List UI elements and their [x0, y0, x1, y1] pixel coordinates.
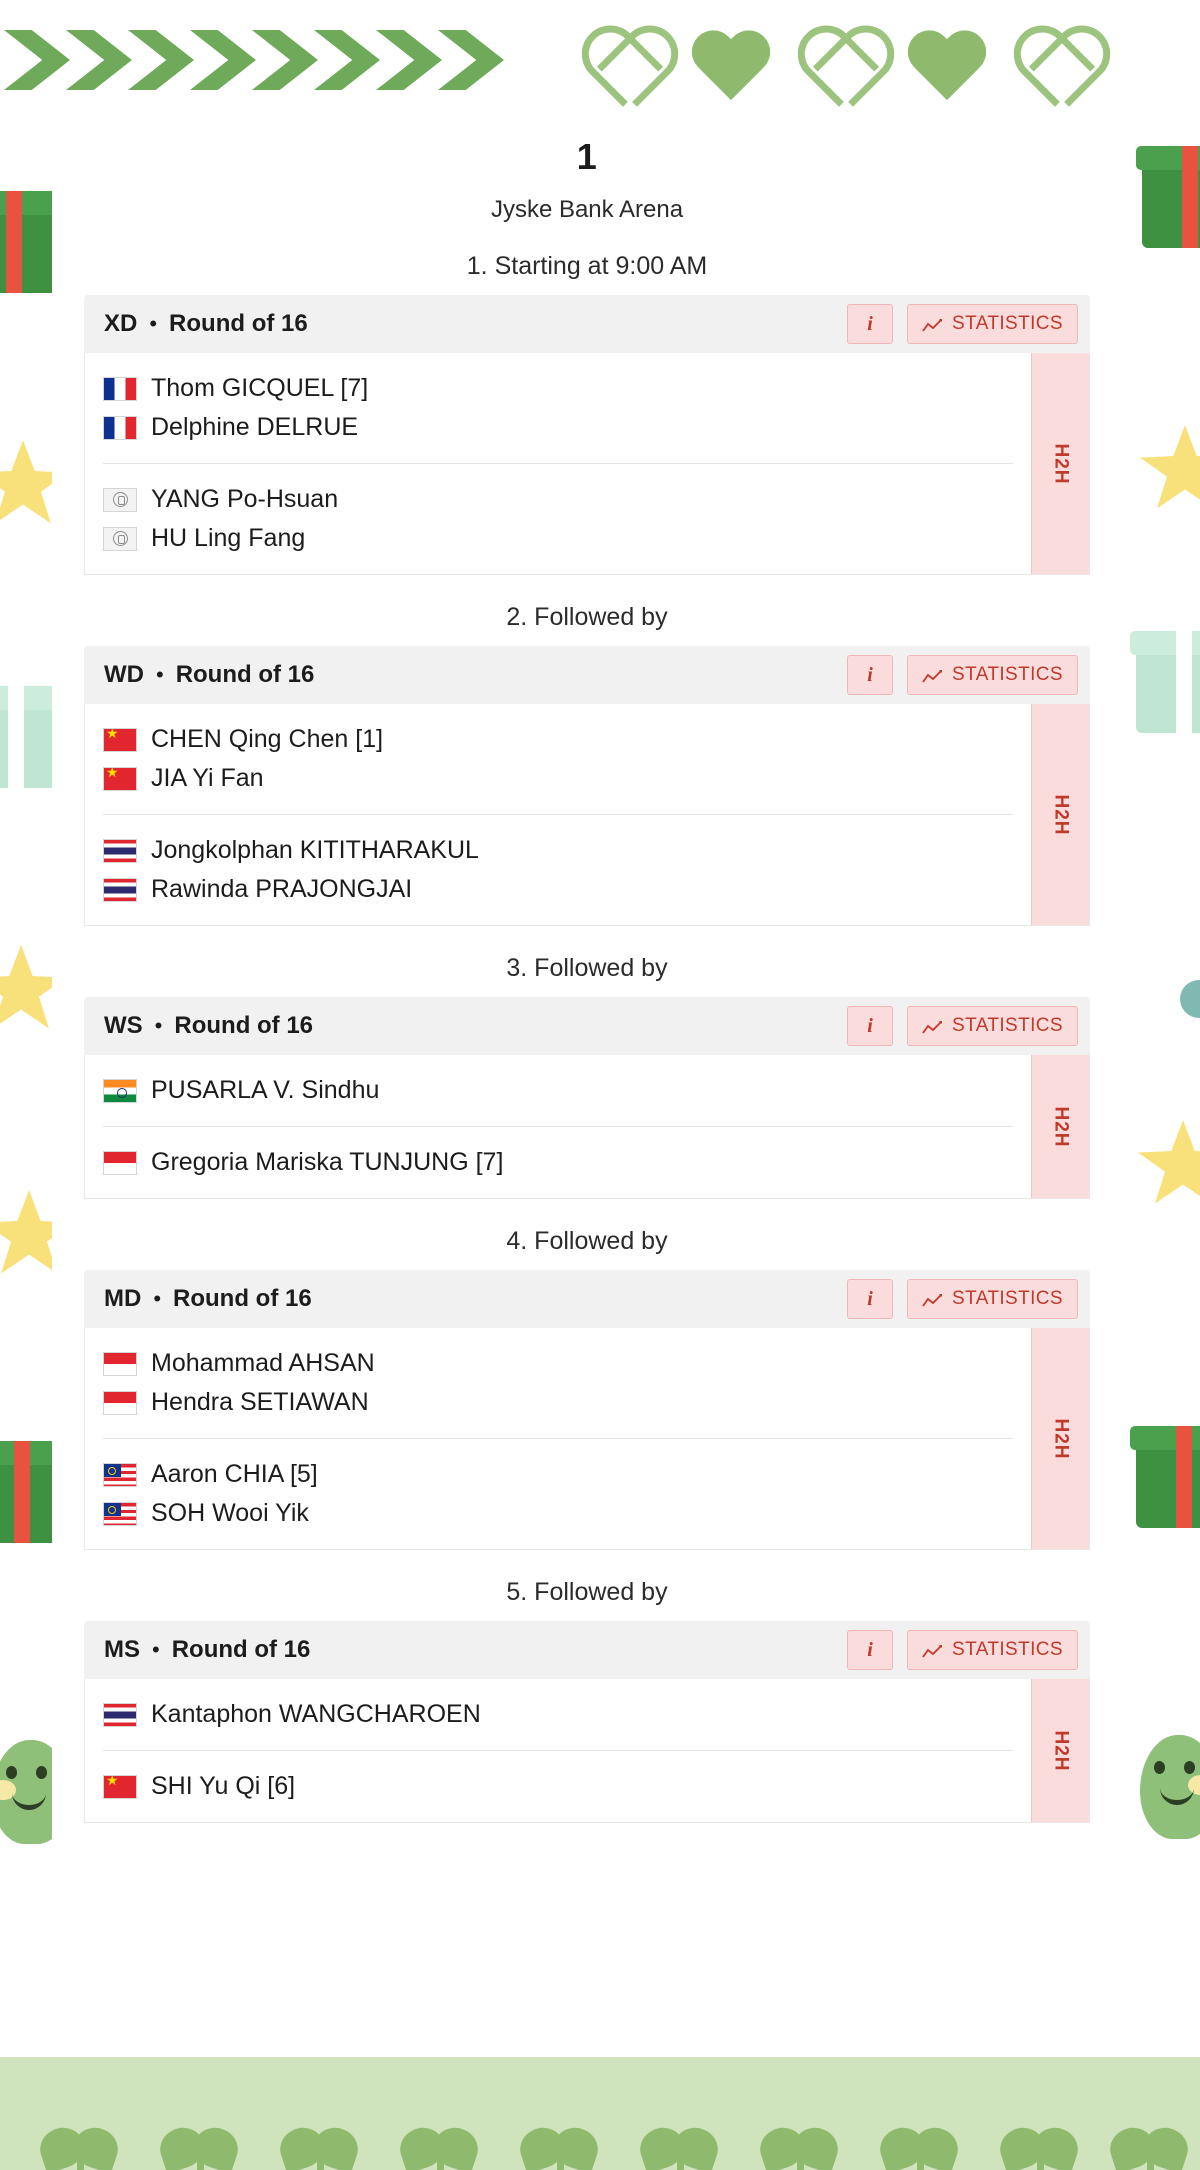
round-label: Round of 16: [171, 1636, 311, 1663]
match-order-label: 4. Followed by: [506, 1227, 668, 1255]
match-body: [84, 1055, 1090, 1199]
match-card: [84, 997, 1090, 1199]
statistics-button[interactable]: [907, 304, 1078, 344]
team-row[interactable]: [103, 814, 1013, 925]
player-name: HU Ling Fang: [151, 524, 306, 552]
player-entry: [103, 408, 1013, 447]
player-name: Thom GICQUEL [7]: [151, 374, 369, 402]
flag-icon-my: [103, 1502, 137, 1526]
statistics-label: STATISTICS: [952, 1015, 1063, 1036]
match-card: [84, 1270, 1090, 1550]
match-order-label: 1. Starting at 9:00 AM: [466, 252, 708, 280]
team-row[interactable]: [103, 1438, 1013, 1549]
flag-icon-cn: [103, 1775, 137, 1799]
mascot-decoration: [1140, 1735, 1200, 1839]
chevron-icon: [128, 30, 194, 90]
chart-icon: [922, 1019, 942, 1033]
statistics-label: STATISTICS: [952, 1639, 1063, 1660]
player-entry: [103, 369, 1013, 408]
match-list: [52, 224, 1122, 1823]
header-separator: •: [149, 311, 158, 336]
info-button[interactable]: i: [847, 1279, 893, 1319]
h2h-button[interactable]: [1031, 1328, 1089, 1549]
flag-icon-neutral: [103, 527, 137, 551]
header-separator: •: [154, 1013, 163, 1038]
player-entry: [103, 870, 1013, 909]
h2h-button[interactable]: [1031, 704, 1089, 925]
player-entry: [103, 1455, 1013, 1494]
player-name: SHI Yu Qi [6]: [151, 1772, 296, 1800]
venue-name: Jyske Bank Arena: [490, 196, 684, 223]
player-name: Rawinda PRAJONGJAI: [151, 875, 413, 903]
player-name: Aaron CHIA [5]: [151, 1460, 318, 1488]
gift-decoration: [1136, 1440, 1200, 1528]
match-body: [84, 353, 1090, 575]
flag-icon-neutral: [103, 488, 137, 512]
match-header: [84, 997, 1090, 1055]
statistics-label: STATISTICS: [952, 313, 1063, 334]
teams-container: [85, 1328, 1031, 1549]
heart-icon: [796, 32, 882, 108]
flag-icon-cn: [103, 728, 137, 752]
team-row[interactable]: [103, 1750, 1013, 1822]
match-header: [84, 646, 1090, 704]
gift-decoration: [1142, 160, 1200, 248]
chevron-icon: [376, 30, 442, 90]
star-decoration: [1140, 425, 1200, 511]
discipline-code: XD: [104, 310, 138, 337]
chevron-icon: [190, 30, 256, 90]
player-name: Gregoria Mariska TUNJUNG [7]: [151, 1148, 504, 1176]
gift-decoration: [1136, 645, 1200, 733]
match-card: [84, 1621, 1090, 1823]
info-button[interactable]: i: [847, 1630, 893, 1670]
heart-icon: [1012, 32, 1098, 108]
info-button[interactable]: i: [847, 1006, 893, 1046]
round-label: Round of 16: [169, 310, 308, 337]
discipline-code: MD: [104, 1285, 142, 1312]
player-name: Kantaphon WANGCHAROEN: [151, 1700, 481, 1728]
h2h-button[interactable]: [1031, 1679, 1089, 1822]
player-entry: [103, 1494, 1013, 1533]
team-row[interactable]: [85, 353, 1031, 463]
info-button[interactable]: i: [847, 304, 893, 344]
info-button[interactable]: i: [847, 655, 893, 695]
chevron-icon: [4, 30, 70, 90]
player-name: PUSARLA V. Sindhu: [151, 1076, 380, 1104]
teams-container: [85, 704, 1031, 925]
player-name: YANG Po-Hsuan: [151, 485, 339, 513]
round-label: Round of 16: [175, 661, 315, 688]
chevron-icon: [66, 30, 132, 90]
flag-icon-th: [103, 839, 137, 863]
flag-icon-th: [103, 878, 137, 902]
chart-icon: [922, 668, 942, 682]
player-entry: [103, 480, 1013, 519]
team-row[interactable]: [85, 704, 1031, 814]
match-body: [84, 1328, 1090, 1550]
match-order-label: 3. Followed by: [506, 954, 668, 982]
match-order-label: 2. Followed by: [506, 603, 668, 631]
flag-icon-my: [103, 1463, 137, 1487]
match-card: [84, 646, 1090, 926]
bwf-emblem-icon: [113, 531, 128, 546]
player-entry: [103, 1344, 1013, 1383]
bwf-emblem-icon: [113, 492, 128, 507]
flag-icon-cn: [103, 767, 137, 791]
match-header: [84, 1621, 1090, 1679]
match-card: [84, 295, 1090, 575]
player-entry: [103, 519, 1013, 558]
heart-icon: [580, 32, 666, 108]
player-entry: [103, 720, 1013, 759]
player-entry: [103, 1383, 1013, 1422]
player-entry: [103, 759, 1013, 798]
player-name: Delphine DELRUE: [151, 413, 359, 441]
discipline-code: WD: [104, 661, 144, 688]
h2h-button[interactable]: [1031, 1055, 1089, 1198]
h2h-label: H2H: [1050, 1105, 1072, 1148]
team-row[interactable]: [85, 1055, 1031, 1126]
team-row[interactable]: [85, 1328, 1031, 1438]
statistics-button[interactable]: [907, 1006, 1078, 1046]
h2h-label: H2H: [1050, 1417, 1072, 1460]
statistics-button[interactable]: [907, 655, 1078, 695]
schedule-panel: [52, 118, 1122, 1996]
round-label: Round of 16: [173, 1285, 312, 1312]
match-body: [84, 704, 1090, 926]
header-separator: •: [155, 662, 164, 687]
flag-icon-fr: [103, 377, 137, 401]
chart-icon: [922, 1643, 942, 1657]
flag-icon-in: [103, 1079, 137, 1103]
round-label: Round of 16: [174, 1012, 314, 1039]
player-entry: [103, 1767, 1013, 1806]
chart-icon: [922, 317, 942, 331]
flag-icon-fr: [103, 416, 137, 440]
team-row[interactable]: [85, 1679, 1031, 1750]
heart-icon: [688, 32, 774, 108]
chevron-icon: [314, 30, 380, 90]
flag-icon-id: [103, 1391, 137, 1415]
flag-icon-id: [103, 1352, 137, 1376]
match-body: [84, 1679, 1090, 1823]
teams-container: [85, 353, 1031, 574]
match-header: [84, 295, 1090, 353]
top-decoration-banner: [0, 0, 1200, 118]
statistics-button[interactable]: [907, 1630, 1078, 1670]
player-name: SOH Wooi Yik: [151, 1499, 309, 1527]
chevron-icon: [252, 30, 318, 90]
flag-icon-th: [103, 1703, 137, 1727]
player-name: JIA Yi Fan: [151, 764, 264, 792]
teams-container: [85, 1679, 1031, 1822]
player-name: Hendra SETIAWAN: [151, 1388, 369, 1416]
header-separator: •: [153, 1286, 162, 1311]
player-name: CHEN Qing Chen [1]: [151, 725, 384, 753]
teams-container: [85, 1055, 1031, 1198]
star-decoration: [1138, 1120, 1200, 1206]
h2h-label: H2H: [1050, 442, 1072, 485]
discipline-code: WS: [104, 1012, 143, 1039]
bottom-decoration-band: [0, 2025, 1200, 2170]
session-number: 1: [576, 136, 598, 177]
chart-icon: [922, 1292, 942, 1306]
statistics-label: STATISTICS: [952, 664, 1063, 685]
player-name: Jongkolphan KITITHARAKUL: [151, 836, 479, 864]
match-header: [84, 1270, 1090, 1328]
player-entry: [103, 1143, 1013, 1182]
header-separator: •: [152, 1637, 160, 1662]
h2h-button[interactable]: [1031, 353, 1089, 574]
player-entry: [103, 1695, 1013, 1734]
statistics-button[interactable]: [907, 1279, 1078, 1319]
team-row[interactable]: [103, 463, 1013, 574]
star-decoration: [1180, 980, 1200, 1018]
player-name: Mohammad AHSAN: [151, 1349, 375, 1377]
flag-icon-id: [103, 1151, 137, 1175]
match-order-label: 5. Followed by: [506, 1578, 668, 1606]
player-entry: [103, 831, 1013, 870]
h2h-label: H2H: [1050, 793, 1072, 836]
team-row[interactable]: [103, 1126, 1013, 1198]
discipline-code: MS: [104, 1636, 140, 1663]
player-entry: [103, 1071, 1013, 1110]
statistics-label: STATISTICS: [952, 1288, 1063, 1309]
h2h-label: H2H: [1050, 1729, 1072, 1772]
chevron-icon: [438, 30, 504, 90]
heart-icon: [904, 32, 990, 108]
